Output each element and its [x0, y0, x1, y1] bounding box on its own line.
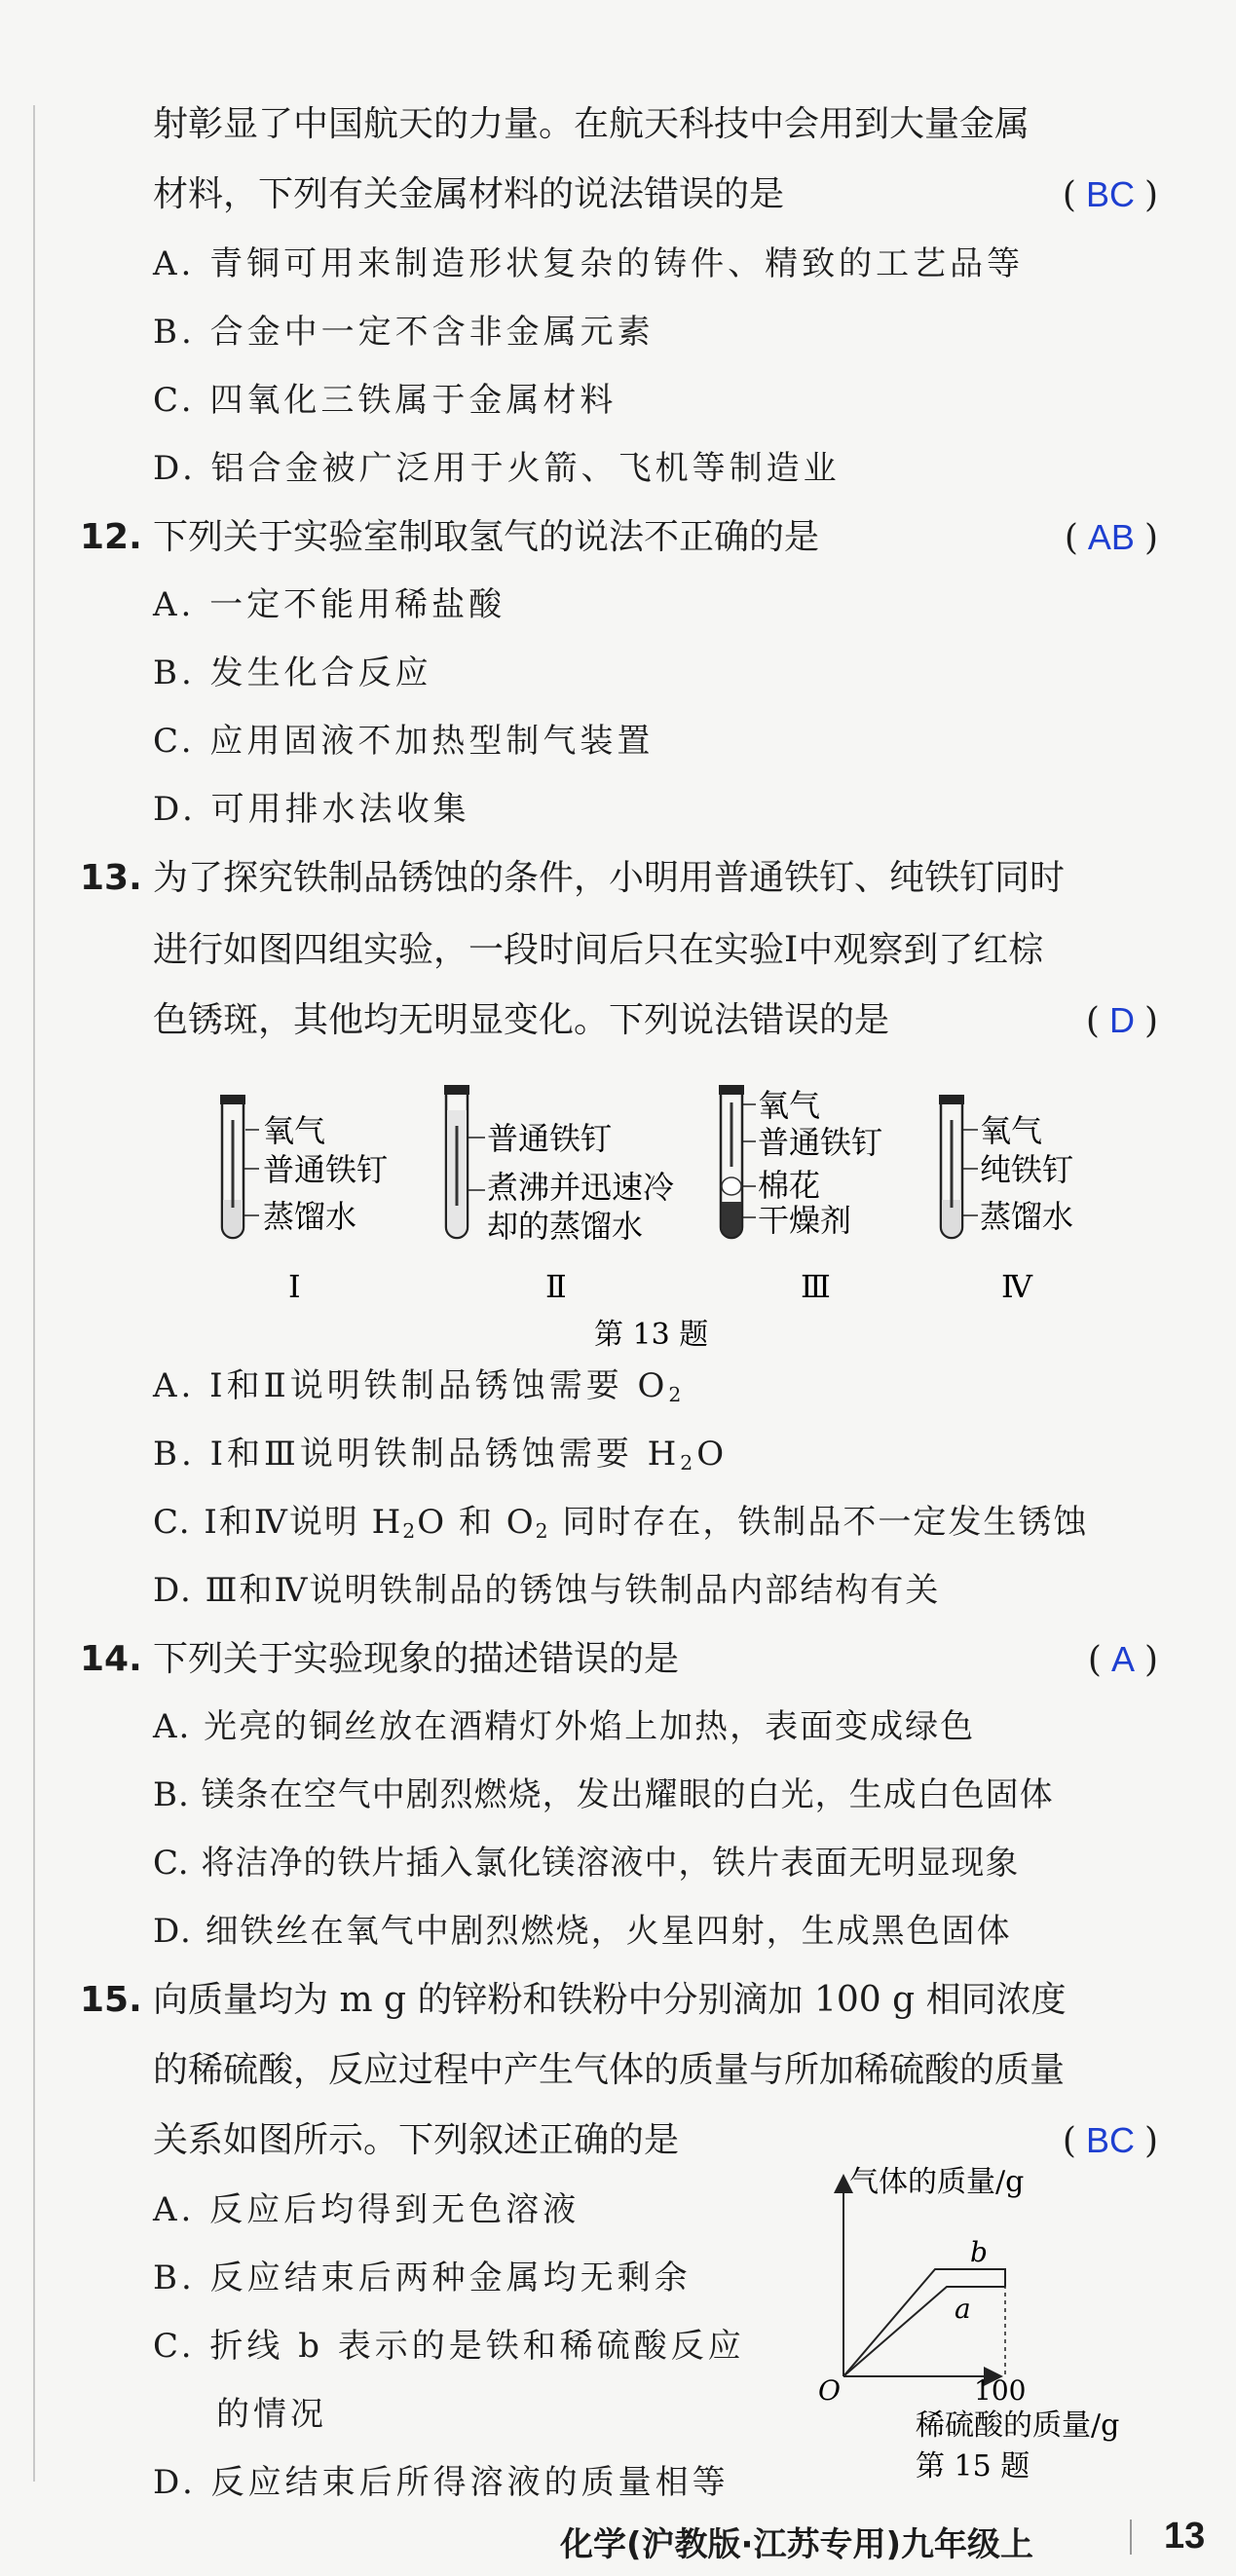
q13-option-c-part1: C. Ⅰ和Ⅳ说明 H [153, 1503, 403, 1542]
t3-label-oxygen: 氧气 [758, 1087, 821, 1124]
q11-stem-line2: 材料，下列有关金属材料的说法错误的是 [153, 174, 785, 214]
t3-label-desiccant: 干燥剂 [758, 1202, 852, 1239]
q13-option-a-text: A. Ⅰ和Ⅱ说明铁制品锈蚀需要 O [153, 1366, 669, 1405]
t3-roman: Ⅲ [801, 1268, 831, 1305]
t1-label-water: 蒸馏水 [263, 1198, 357, 1235]
t3-label-cotton: 棉花 [758, 1167, 821, 1204]
t4-roman: Ⅳ [1001, 1268, 1032, 1305]
q11-stem-line1: 射彰显了中国航天的力量。在航天科技中会用到大量金属 [153, 104, 1030, 144]
q13-answer: ( D ) [1085, 1000, 1158, 1041]
q11-answer-value: BC [1085, 174, 1135, 214]
q13-figure-caption: 第 13 题 [594, 1318, 709, 1352]
q15-graph [799, 2162, 1188, 2493]
q12-option-b: B. 发生化合反应 [153, 653, 432, 692]
tube-3 [719, 1085, 882, 1305]
q12-number: 12. [80, 517, 142, 557]
line-b [843, 2269, 1005, 2376]
q12-answer: ( AB ) [1064, 517, 1158, 558]
q15-stem-line2: 的稀硫酸，反应过程中产生气体的质量与所加稀硫酸的质量 [153, 2050, 1066, 2090]
q12-option-d: D. 可用排水法收集 [153, 790, 470, 829]
q15-option-c-line1: C. 折线 b 表示的是铁和稀硫酸反应 [153, 2327, 745, 2366]
page-number: 13 [1164, 2516, 1206, 2557]
q13-stem-line3: 色锈斑，其他均无明显变化。下列说法错误的是 [153, 1000, 890, 1040]
q13-option-b [153, 1437, 728, 1474]
q15-option-b: B. 反应结束后两种金属均无剩余 [153, 2259, 692, 2297]
q13-option-c-part2: O 和 O [417, 1503, 536, 1542]
t4-label-water: 蒸馏水 [980, 1198, 1074, 1235]
q15-answer-value: BC [1085, 2120, 1135, 2160]
q14-option-c: C. 将洁净的铁片插入氯化镁溶液中，铁片表面无明显现象 [153, 1844, 1020, 1883]
q15-option-c-line2: 的情况 [216, 2395, 327, 2434]
t2-roman: Ⅱ [545, 1268, 567, 1305]
q11-option-b: B. 合金中一定不含非金属元素 [153, 313, 655, 352]
t3-label-nail: 普通铁钉 [758, 1124, 883, 1161]
t4-label-oxygen: 氧气 [980, 1112, 1043, 1149]
q13-answer-value: D [1108, 1000, 1135, 1040]
t2-label-nail: 普通铁钉 [487, 1120, 613, 1157]
q14-option-d: D. 细铁丝在氧气中剧烈燃烧，火星四射，生成黑色固体 [153, 1912, 1012, 1951]
q14-option-b: B. 镁条在空气中剧烈燃烧，发出耀眼的白光，生成白色固体 [153, 1775, 1054, 1814]
q11-option-a: A. 青铜可用来制造形状复杂的铸件、精致的工艺品等 [153, 244, 1025, 283]
q12-answer-value: AB [1087, 517, 1135, 557]
q13-option-a-sub: 2 [668, 1383, 686, 1407]
q13-option-c-part3: 同时存在，铁制品不一定发生锈蚀 [549, 1503, 1089, 1542]
footer-title: 化学(沪教版·江苏专用)九年级上 [560, 2525, 1033, 2564]
q14-answer: ( A ) [1087, 1639, 1158, 1680]
graph-xlabel: 稀硫酸的质量/g [916, 2408, 1120, 2443]
t2-label-boiled1: 煮沸并迅速冷 [487, 1169, 675, 1206]
q15-stem-line3: 关系如图所示。下列叙述正确的是 [153, 2120, 680, 2160]
q15-answer: ( BC ) [1062, 2120, 1158, 2161]
q14-answer-value: A [1110, 1639, 1135, 1679]
q14-number: 14. [80, 1639, 142, 1679]
q15-option-d: D. 反应结束后所得溶液的质量相等 [153, 2463, 730, 2502]
q13-option-b-end: O [696, 1435, 729, 1474]
q15-option-a: A. 反应后均得到无色溶液 [153, 2190, 581, 2229]
q13-option-d: D. Ⅲ和Ⅳ说明铁制品的锈蚀与铁制品内部结构有关 [153, 1571, 941, 1610]
t1-label-nail: 普通铁钉 [263, 1151, 389, 1188]
graph-ylabel: 气体的质量/g [849, 2165, 1025, 2199]
q13-stem-line2: 进行如图四组实验，一段时间后只在实验Ⅰ中观察到了红棕 [153, 930, 1044, 970]
tube-1 [220, 1095, 388, 1305]
q15-number: 15. [80, 1980, 142, 2020]
q11-option-c: C. 四氧化三铁属于金属材料 [153, 381, 618, 420]
q15-stem-line1: 向质量均为 m g 的锌粉和铁粉中分别滴加 100 g 相同浓度 [153, 1980, 1067, 2020]
q13-option-a [153, 1366, 686, 1407]
line-a [843, 2287, 1005, 2376]
margin-line [33, 105, 35, 2482]
graph-label-b: b [970, 2236, 988, 2268]
graph-origin: O [818, 2374, 841, 2407]
q13-option-b-sub: 2 [680, 1451, 697, 1475]
t1-label-oxygen: 氧气 [263, 1112, 326, 1149]
t2-label-boiled2: 却的蒸馏水 [487, 1208, 644, 1245]
graph-xtick: 100 [974, 2374, 1027, 2407]
q13-option-b-text: B. Ⅰ和Ⅲ说明铁制品锈蚀需要 H [153, 1435, 681, 1474]
q13-option-c [153, 1503, 1089, 1544]
t4-label-pure-nail: 纯铁钉 [980, 1151, 1074, 1188]
q13-figure [195, 1081, 1130, 1363]
q11-option-d: D. 铝合金被广泛用于火箭、飞机等制造业 [153, 449, 841, 488]
q13-stem-line1: 为了探究铁制品锈蚀的条件，小明用普通铁钉、纯铁钉同时 [153, 858, 1066, 898]
q13-number: 13. [80, 858, 142, 898]
q13-option-c-sub2: 2 [535, 1519, 550, 1544]
q13-option-c-sub1: 2 [402, 1519, 418, 1544]
graph-label-a: a [955, 2293, 971, 2325]
q11-answer: ( BC ) [1062, 174, 1158, 215]
tube-4 [939, 1095, 1073, 1305]
q15-figure-caption: 第 15 题 [916, 2449, 1030, 2483]
q14-option-a: A. 光亮的铜丝放在酒精灯外焰上加热，表面变成绿色 [153, 1707, 976, 1746]
q12-stem: 下列关于实验室制取氢气的说法不正确的是 [153, 517, 820, 557]
tube-2 [444, 1085, 674, 1305]
q14-stem: 下列关于实验现象的描述错误的是 [153, 1639, 680, 1679]
page-footer [0, 2518, 1236, 2576]
footer-separator [1130, 2520, 1132, 2555]
q12-option-a: A. 一定不能用稀盐酸 [153, 585, 506, 624]
q12-option-c: C. 应用固液不加热型制气装置 [153, 722, 655, 761]
t1-roman: Ⅰ [288, 1268, 301, 1305]
